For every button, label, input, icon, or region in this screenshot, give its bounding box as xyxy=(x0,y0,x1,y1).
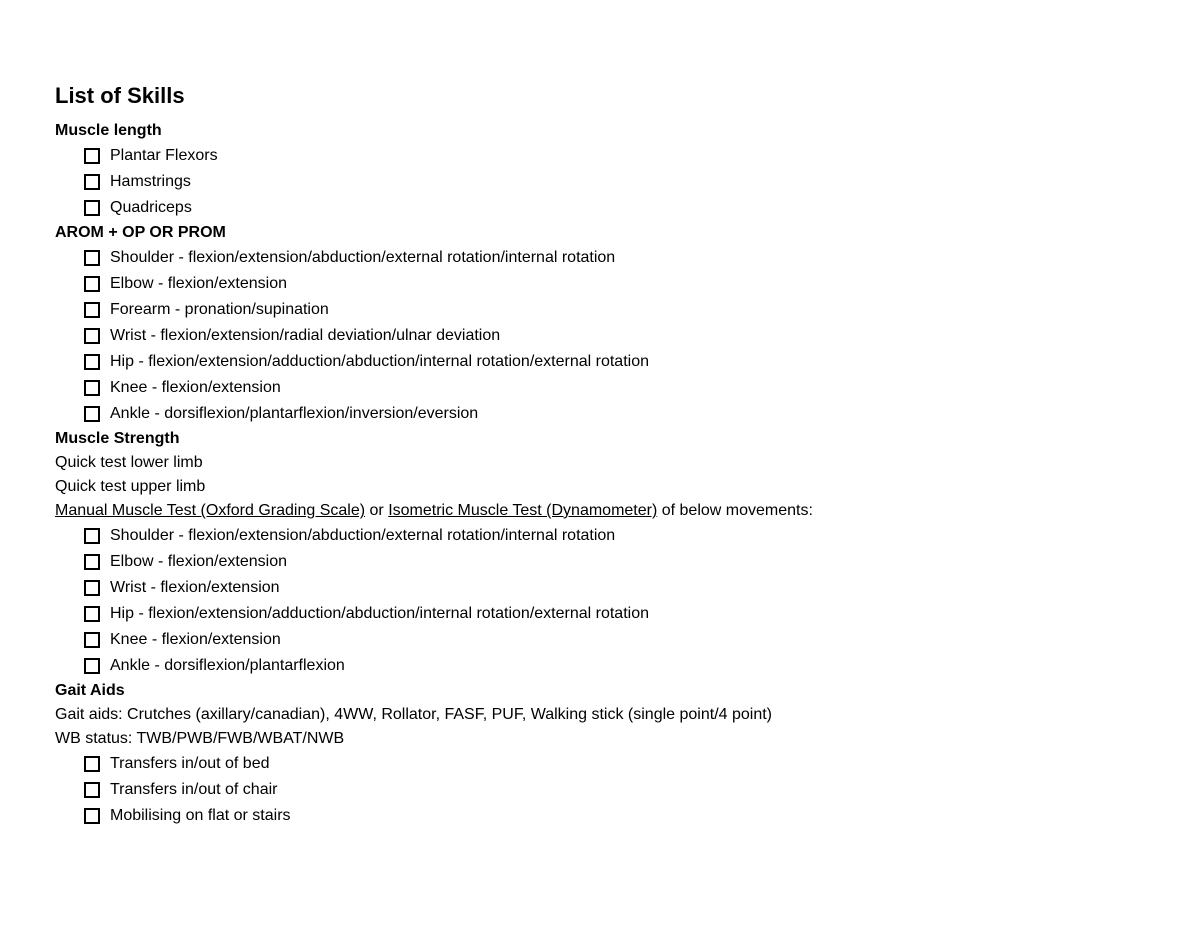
checklist-item-label: Quadriceps xyxy=(110,199,192,216)
checklist-item[interactable] xyxy=(55,751,1155,777)
checklist-item-label: Shoulder - flexion/extension/abduction/external rotation/internal rotation xyxy=(110,527,616,544)
text-line-muscle-tests xyxy=(55,499,1155,523)
checkbox-icon[interactable] xyxy=(84,250,100,266)
connector-text: of below movements: xyxy=(657,502,813,519)
checkbox-icon[interactable] xyxy=(84,354,100,370)
checklist-item-label: Hip - flexion/extension/adduction/abduction/internal rotation/external rotation xyxy=(110,605,649,622)
text-line-gait-aids: Gait aids: Crutches (axillary/canadian), 4WW, Rollator, FASF, PUF, Walking stick (single point/4 point) xyxy=(55,706,773,723)
checklist-item-label: Knee - flexion/extension xyxy=(110,379,281,396)
checkbox-icon[interactable] xyxy=(84,808,100,824)
checkbox-icon[interactable] xyxy=(84,276,100,292)
section-heading-muscle-length: Muscle length xyxy=(55,122,162,139)
section-heading-muscle-strength: Muscle Strength xyxy=(55,430,180,447)
checkbox-icon[interactable] xyxy=(84,148,100,164)
isometric-muscle-test-link[interactable]: Isometric Muscle Test (Dynamometer) xyxy=(388,502,658,519)
text-line-quick-test-upper: Quick test upper limb xyxy=(55,478,206,495)
checklist-item[interactable] xyxy=(55,575,1155,601)
checklist-item[interactable] xyxy=(55,375,1155,401)
checklist-item[interactable] xyxy=(55,803,1155,829)
checklist-item[interactable] xyxy=(55,323,1155,349)
checkbox-icon[interactable] xyxy=(84,406,100,422)
manual-muscle-test-link[interactable]: Manual Muscle Test (Oxford Grading Scale) xyxy=(55,502,366,519)
checklist-item-label: Plantar Flexors xyxy=(110,147,218,164)
checklist-item[interactable] xyxy=(55,297,1155,323)
checklist-item-label: Mobilising on flat or stairs xyxy=(110,807,291,824)
checklist-item-label: Elbow - flexion/extension xyxy=(110,275,287,292)
checklist-item-label: Elbow - flexion/extension xyxy=(110,553,287,570)
connector-text: or xyxy=(365,502,389,519)
checkbox-icon[interactable] xyxy=(84,528,100,544)
checklist-item[interactable] xyxy=(55,245,1155,271)
document-page xyxy=(55,83,1155,829)
text-line-wb-status: WB status: TWB/PWB/FWB/WBAT/NWB xyxy=(55,730,345,747)
checklist-item[interactable] xyxy=(55,401,1155,427)
checklist-item[interactable] xyxy=(55,601,1155,627)
checkbox-icon[interactable] xyxy=(84,658,100,674)
checklist-item-label: Knee - flexion/extension xyxy=(110,631,281,648)
checklist-item[interactable] xyxy=(55,653,1155,679)
checkbox-icon[interactable] xyxy=(84,756,100,772)
section-heading-rom: AROM + OP OR PROM xyxy=(55,224,226,241)
checkbox-icon[interactable] xyxy=(84,554,100,570)
checklist-item[interactable] xyxy=(55,777,1155,803)
checklist-item[interactable] xyxy=(55,169,1155,195)
checklist-item[interactable] xyxy=(55,627,1155,653)
checklist-item-label: Wrist - flexion/extension/radial deviation/ulnar deviation xyxy=(110,327,501,344)
checklist-item[interactable] xyxy=(55,143,1155,169)
checklist-item-label: Forearm - pronation/supination xyxy=(110,301,329,318)
checklist-item-label: Hamstrings xyxy=(110,173,191,190)
checkbox-icon[interactable] xyxy=(84,302,100,318)
checkbox-icon[interactable] xyxy=(84,200,100,216)
checkbox-icon[interactable] xyxy=(84,174,100,190)
checkbox-icon[interactable] xyxy=(84,328,100,344)
checklist-item[interactable] xyxy=(55,271,1155,297)
checklist-item-label: Shoulder - flexion/extension/abduction/external rotation/internal rotation xyxy=(110,249,616,266)
page-title: List of Skills xyxy=(55,83,185,108)
checklist-item-label: Hip - flexion/extension/adduction/abduction/internal rotation/external rotation xyxy=(110,353,649,370)
checklist-item[interactable] xyxy=(55,549,1155,575)
checklist-item[interactable] xyxy=(55,523,1155,549)
checklist-item-label: Transfers in/out of bed xyxy=(110,755,270,772)
checklist-item-label: Wrist - flexion/extension xyxy=(110,579,280,596)
checklist-item[interactable] xyxy=(55,195,1155,221)
section-heading-gait-aids: Gait Aids xyxy=(55,682,125,699)
checkbox-icon[interactable] xyxy=(84,632,100,648)
checklist-item[interactable] xyxy=(55,349,1155,375)
text-line-quick-test-lower: Quick test lower limb xyxy=(55,454,203,471)
checklist-item-label: Transfers in/out of chair xyxy=(110,781,278,798)
checkbox-icon[interactable] xyxy=(84,606,100,622)
checkbox-icon[interactable] xyxy=(84,380,100,396)
checkbox-icon[interactable] xyxy=(84,782,100,798)
checkbox-icon[interactable] xyxy=(84,580,100,596)
checklist-item-label: Ankle - dorsiflexion/plantarflexion/inversion/eversion xyxy=(110,405,479,422)
checklist-item-label: Ankle - dorsiflexion/plantarflexion xyxy=(110,657,345,674)
